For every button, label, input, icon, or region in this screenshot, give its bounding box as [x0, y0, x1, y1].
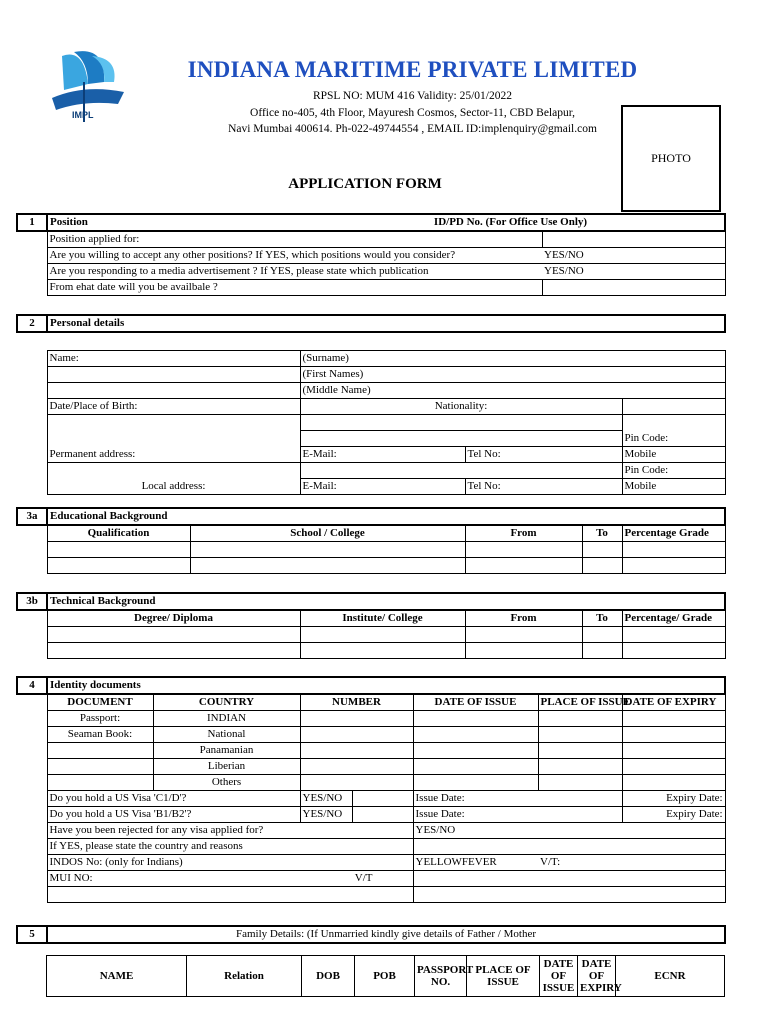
col-document: DOCUMENT — [47, 694, 153, 711]
section-family — [16, 925, 726, 944]
availability-question[interactable]: From ehat date will you be availbale ? — [47, 280, 542, 296]
visa-b1b2-expiry[interactable]: Expiry Date: — [622, 807, 725, 823]
doc-country: National — [153, 727, 300, 743]
col-to: To — [582, 525, 622, 542]
section-position — [16, 213, 726, 296]
col-date-expiry: DATE OF EXPIRY — [622, 694, 725, 711]
section-title: Technical Background — [47, 593, 725, 610]
media-ad-yesno[interactable]: YES/NO — [542, 264, 725, 280]
col-from: From — [465, 525, 582, 542]
family-table — [46, 955, 725, 997]
mui-label[interactable]: MUI NO: — [47, 871, 153, 887]
col-place-issue: PLACE OF ISSUE — [538, 694, 622, 711]
col-relation: Relation — [187, 956, 302, 997]
section-number: 2 — [17, 315, 47, 332]
local-email-label[interactable]: E-Mail: — [300, 479, 465, 495]
table-row — [17, 775, 725, 791]
doc-seaman-book: Seaman Book: — [47, 727, 153, 743]
form-title: APPLICATION FORM — [288, 176, 442, 192]
col-qualification: Qualification — [47, 525, 190, 542]
section-education — [16, 507, 726, 574]
table-row — [17, 727, 725, 743]
visa-reasons-question: If YES, please state the country and reasons — [47, 839, 413, 855]
perm-address-label[interactable]: Permanent address: — [47, 447, 300, 463]
visa-c1d-expiry[interactable]: Expiry Date: — [622, 791, 725, 807]
table-row — [17, 627, 725, 643]
yellowfever-label[interactable]: YELLOWFEVER — [413, 855, 538, 871]
table-row — [17, 759, 725, 775]
section-title: Personal details — [47, 315, 725, 332]
office-use-label: ID/PD No. (For Office Use Only) — [297, 214, 725, 231]
table-row — [17, 542, 725, 558]
nationality-label[interactable]: Nationality: — [300, 399, 622, 415]
col-degree: Degree/ Diploma — [47, 610, 300, 627]
media-ad-question[interactable]: Are you responding to a media advertisement ? If YES, please state which publication — [47, 264, 542, 280]
col-date-expiry: DATE OF EXPIRY — [578, 956, 616, 997]
company-name: INDIANA MARITIME PRIVATE LIMITED — [187, 57, 638, 82]
perm-tel-label[interactable]: Tel No: — [465, 447, 622, 463]
table-row — [17, 643, 725, 659]
first-names-field[interactable]: (First Names) — [300, 367, 725, 383]
local-pin-label[interactable]: Pin Code: — [622, 463, 725, 479]
col-institute: Institute/ College — [300, 610, 465, 627]
position-applied-label[interactable]: Position applied for: — [47, 231, 542, 248]
section-title: Family Details: (If Unmarried kindly give details of Father / Mother — [47, 926, 725, 943]
table-row — [17, 711, 725, 727]
table-row — [17, 558, 725, 574]
section-number: 3b — [17, 593, 47, 610]
section-number: 3a — [17, 508, 47, 525]
visa-rejected-question: Have you been rejected for any visa applied for? — [47, 823, 413, 839]
indos-label[interactable]: INDOS No: (only for Indians) — [47, 855, 413, 871]
col-grade: Percentage Grade — [622, 525, 725, 542]
photo-box[interactable] — [621, 105, 721, 212]
svg-text:IMPL: IMPL — [72, 110, 94, 120]
dob-label[interactable]: Date/Place of Birth: — [47, 399, 300, 415]
table-row — [17, 743, 725, 759]
col-grade: Percentage/ Grade — [622, 610, 725, 627]
visa-c1d-issue[interactable]: Issue Date: — [413, 791, 622, 807]
name-label: Name: — [47, 351, 300, 367]
section-number: 5 — [17, 926, 47, 943]
perm-email-label[interactable]: E-Mail: — [300, 447, 465, 463]
visa-b1b2-issue[interactable]: Issue Date: — [413, 807, 622, 823]
section-personal — [16, 314, 726, 495]
rpsl-line: RPSL NO: MUM 416 Validity: 25/01/2022 — [312, 90, 513, 102]
section-title: Position — [47, 214, 297, 231]
visa-rejected-yesno[interactable]: YES/NO — [413, 823, 725, 839]
company-logo — [44, 48, 134, 130]
col-ecnr: ECNR — [616, 956, 725, 997]
visa-b1b2-question: Do you hold a US Visa 'B1/B2'? — [47, 807, 300, 823]
middle-name-field[interactable]: (Middle Name) — [300, 383, 725, 399]
doc-country: INDIAN — [153, 711, 300, 727]
col-country: COUNTRY — [153, 694, 300, 711]
photo-label: PHOTO — [651, 151, 691, 165]
doc-country: Panamanian — [153, 743, 300, 759]
col-place-issue: PLACE OF ISSUE — [467, 956, 540, 997]
col-date-issue: DATE OF ISSUE — [413, 694, 538, 711]
col-to: To — [582, 610, 622, 627]
address-line-1: Office no-405, 4th Floor, Mayuresh Cosmos, Sector-11, CBD Belapur, — [250, 107, 575, 119]
yellowfever-vt[interactable]: V/T: — [538, 855, 725, 871]
section-title: Educational Background — [47, 508, 725, 525]
local-mobile-label[interactable]: Mobile — [622, 479, 725, 495]
section-number: 1 — [17, 214, 47, 231]
col-school: School / College — [190, 525, 465, 542]
section-identity — [16, 676, 726, 903]
surname-field[interactable]: (Surname) — [300, 351, 725, 367]
doc-passport: Passport: — [47, 711, 153, 727]
col-pob: POB — [355, 956, 415, 997]
visa-c1d-question: Do you hold a US Visa 'C1/D'? — [47, 791, 300, 807]
address-line-2: Navi Mumbai 400614. Ph-022-49744554 , EMAIL ID:implenquiry@gmail.com — [228, 123, 597, 135]
section-number: 4 — [17, 677, 47, 694]
col-date-issue: DATE OF ISSUE — [540, 956, 578, 997]
col-passport: PASSPORT NO. — [415, 956, 467, 997]
visa-c1d-yesno[interactable]: YES/NO — [300, 791, 352, 807]
other-positions-question[interactable]: Are you willing to accept any other positions? If YES, which positions would you consider? — [47, 248, 542, 264]
col-dob: DOB — [302, 956, 355, 997]
doc-country: Others — [153, 775, 300, 791]
perm-mobile-label[interactable]: Mobile — [622, 447, 725, 463]
col-number: NUMBER — [300, 694, 413, 711]
section-title: Identity documents — [47, 677, 725, 694]
local-address-label[interactable]: Local address: — [47, 479, 300, 495]
local-tel-label[interactable]: Tel No: — [465, 479, 622, 495]
col-name: NAME — [47, 956, 187, 997]
section-technical — [16, 592, 726, 659]
col-from: From — [465, 610, 582, 627]
visa-b1b2-yesno[interactable]: YES/NO — [300, 807, 352, 823]
other-positions-yesno[interactable]: YES/NO — [542, 248, 725, 264]
mui-vt[interactable]: V/T — [153, 871, 413, 887]
perm-pin-label[interactable]: Pin Code: — [622, 431, 725, 447]
doc-country: Liberian — [153, 759, 300, 775]
